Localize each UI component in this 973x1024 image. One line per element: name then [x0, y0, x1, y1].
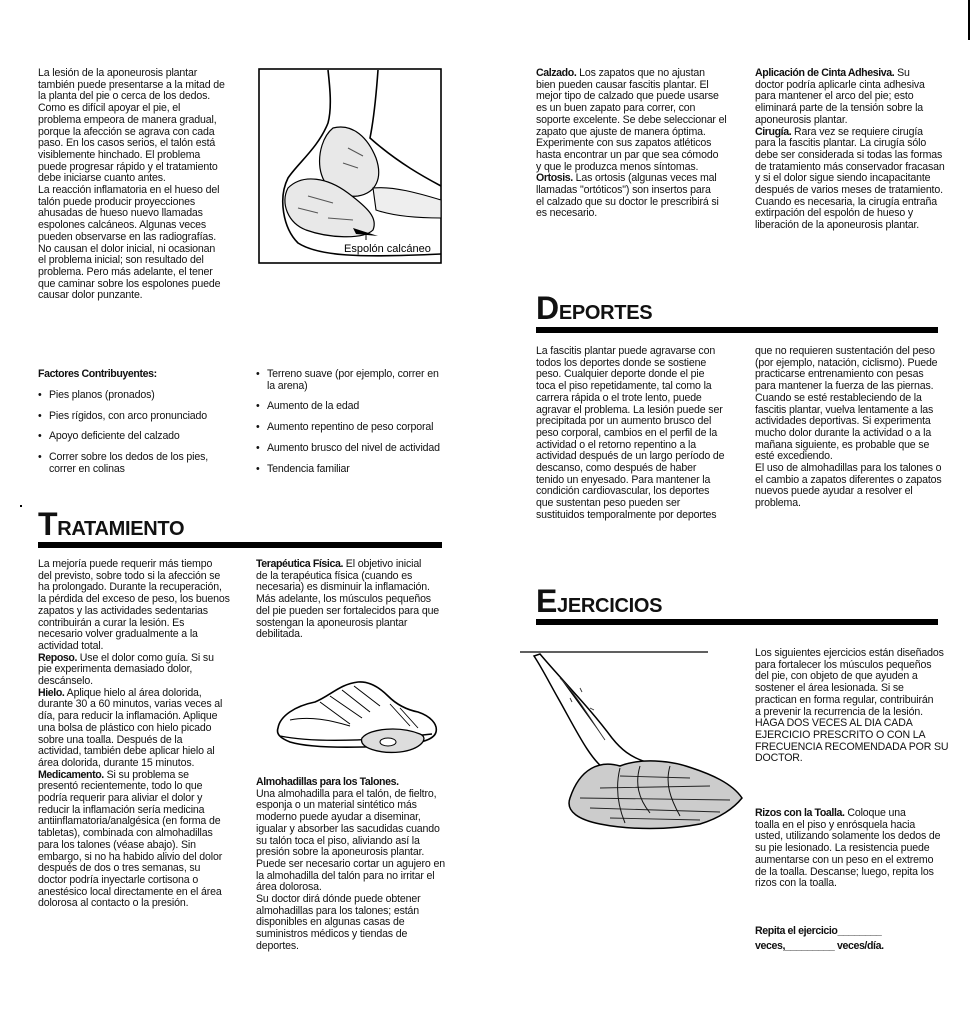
reposo-label: Reposo.	[38, 651, 77, 664]
terapeutica-label: Terapéutica Física.	[256, 558, 343, 570]
ejercicios-rule	[536, 619, 938, 625]
reposo-text: Use el dolor como guía. Si su pie experimenta demasiado dolor, descánselo.	[38, 651, 214, 688]
cirugia-text: Rara vez se requiere cirugía para la fascitis plantar. La cirugía sólo debe ser considerada si todas las formas de tratamiento más conservador fracasan y si el dolor sigue siendo incapacitante después de varios meses de tratamiento. Cuando es necesaria, la cirugía entraña extirpación del espolón de hueso y liberación de la aponeurosis plantar.	[755, 125, 945, 232]
rizos-block	[755, 808, 967, 890]
factores-list-right	[256, 369, 456, 484]
heading-rest: JERCICIOS	[557, 595, 663, 617]
calzado-label: Calzado.	[536, 67, 577, 79]
cinta-text: Su doctor podría aplicarle cinta adhesiva para mantener el arco del pie; esto eliminará parte de la tensión sobre la aponeurosis plantar.	[755, 67, 925, 126]
cirugia-label: Cirugía.	[755, 125, 792, 138]
ortosis-text: Las ortosis (algunas veces mal llamadas "ortóticos") son insertos para el calzado que su doctor le prescribirá si es necesario.	[536, 172, 719, 220]
calzado-block	[536, 68, 746, 220]
rizos-text: Coloque una toalla en el piso y enrósquela hacia usted, utilizando solamente los dedos de su pie lesionado. La resistencia puede aumentarse con un peso en el extremo de la toalla. Descanse; luego, repita los rizos con la toalla.	[755, 807, 941, 890]
list-item: • Aumento de la edad	[256, 401, 456, 413]
intro-paragraph: La lesión de la aponeurosis plantar también puede presentarse a la mitad de la planta del pie o cerca de los dedos. Como es difícil apoyar el pie, el problema empeora de manera gradual, porque la afección se agrava con cada paso. En los casos serios, el talón está visiblemente hinchado. El problema puede progresar rápido y el tratamiento debe iniciarse cuanto antes. La reacción inflamatoria en el hueso del talón puede producir proyecciones ahusadas de hueso nuevo llamadas espolones calcáneos. Algunas veces pueden observarse en las radiografías. No causan el dolor inicial, ni ocasionan el problema inicial; son resultado del problema. Pero más adelante, el tener que caminar sobre los espolones puede causar dolor punzante.	[38, 67, 225, 302]
towel-curl-icon	[520, 648, 746, 832]
medicamento-label: Medicamento.	[38, 768, 104, 781]
heel-spur-label: Espolón calcáneo	[344, 243, 431, 255]
factores-list-left	[38, 390, 253, 485]
hielo-text: Aplique hielo al área dolorida, durante 30 a 60 minutos, varias veces al día, para reducir la inflamación. Aplique una bolsa de plástico con hielo picado sobre una toalla. Después de la actividad, también debe aplicar hielo al área dolorida, durante 15 minutos.	[38, 686, 223, 769]
repita-line1: Repita el ejercicio________	[755, 925, 882, 937]
heel-spur-illustration	[258, 68, 442, 264]
deportes-text-right: que no requieren sustentación del peso (por ejemplo, natación, ciclismo). Puede practicarse entrenamiento con pesas para mantener la fuerza de las piernas. Cuando se esté restableciendo de la fascitis plantar, vuelva lentamente a las actividades deportivas. Si experimenta mucho dolor durante la actividad o a la mañana siguiente, es probable que se esté excediendo. El uso de almohadillas para los talones o el cambio a zapatos diferentes o zapatos nuevos puede ayudar a resolver el problema.	[755, 345, 942, 510]
almohadillas-text: Una almohadilla para el talón, de fieltro, esponja o un material sintético más moderno puede ayudar a diseminar, igualar y absorber las sacudidas cuando su talón toca el piso, aliviando así la presión sobre la aponeurosis plantar. Puede ser necesario cortar un agujero en la almohadilla del talón para no irritar el área dolorosa. Su doctor dirá dónde puede obtener almohadillas para los talones; están disponibles en algunas casas de suministros médicos y tiendas de deportes.	[256, 787, 445, 952]
rizos-label: Rizos con la Toalla.	[755, 807, 845, 819]
terapeutica-text: El objetivo inicial de la terapéutica física (cuando es necesaria) es disminuir la inflamación. Más adelante, los músculos pequeños del pie pueden ser fortalecidos para que sostengan la aponeurosis plantar debilitada.	[256, 558, 440, 641]
tratamiento-intro: La mejoría puede requerir más tiempo del previsto, sobre todo si la afección se ha prolongado. Durante la recuperación, la pérdida del exceso de peso, los buenos zapatos y las actividades sedentarias contribuirán a curar la lesión. Es necesario volver gradualmente a la actividad total.	[38, 558, 230, 652]
scan-edge-mark	[968, 0, 970, 40]
list-item: • Tendencia familiar	[256, 464, 456, 476]
almohadillas-block	[256, 777, 451, 953]
ejercicios-heading	[536, 583, 662, 620]
deportes-rule	[536, 327, 938, 333]
medicamento-text: Si su problema se presentó recientemente, todo lo que podría requerir para aliviar el dolor y reducir la inflamación sería medicina antiinflamatoria/analgésica (en forma de tabletas), combinada con almohadillas para los talones (véase abajo). Sin embargo, si no ha habido alivio del dolor después de dos o tres semanas, su doctor podría inyectarle cortisona o anestésico local directamente en el área dolorosa al contacto o la presión.	[38, 768, 223, 910]
tratamiento-rule	[38, 542, 442, 548]
cinta-cirugia-block	[755, 68, 965, 232]
calzado-text: Los zapatos que no ajustan bien pueden causar fascitis plantar. El mejor tipo de calzado que puede usarse es un buen zapato para correr, con soporte excelente. Se debe seleccionar el zapato que ajuste de manera óptima. Experimente con sus zapatos atléticos hasta encontrar un par que sea cómodo y que le produzca menos síntomas.	[536, 67, 727, 173]
hielo-label: Hielo.	[38, 686, 65, 699]
heading-initial: T	[38, 506, 58, 542]
heading-rest: EPORTES	[558, 302, 653, 324]
heading-rest: RATAMIENTO	[57, 518, 185, 540]
towel-exercise-illustration	[520, 648, 746, 832]
deportes-text-left: La fascitis plantar puede agravarse con todos los deportes donde se sostiene peso. Cualquier deporte donde el pie toca el piso repetidamente, tal como la carrera rápida o el trote lento, puede agravar el problema. La lesión puede ser precipitada por un aumento brusco del peso corporal, cambios en el perfil de la actividad o el retorno repentino a la actividad después de un largo período de descanso, como después de haber tenido un enyesado. Para mantener la condición cardiovascular, los deportes que sustentan peso pueden ser sustituidos temporalmente por deportes	[536, 345, 725, 521]
tratamiento-heading	[38, 506, 184, 543]
scan-dot	[20, 505, 22, 507]
list-item: • Apoyo deficiente del calzado	[38, 431, 253, 443]
list-item: • Pies planos (pronados)	[38, 390, 253, 402]
list-item: • Correr sobre los dedos de los pies, correr en colinas	[38, 452, 253, 475]
shoe-icon	[270, 676, 450, 758]
list-item: • Aumento repentino de peso corporal	[256, 422, 456, 434]
cinta-label: Aplicación de Cinta Adhesiva.	[755, 67, 895, 79]
almohadillas-label: Almohadillas para los Talones.	[256, 776, 399, 788]
list-item: • Pies rígidos, con arco pronunciado	[38, 411, 253, 423]
ortosis-label: Ortosis.	[536, 172, 573, 185]
list-item: • Terreno suave (por ejemplo, correr en la arena)	[256, 369, 456, 392]
heading-initial: D	[536, 290, 559, 326]
terapeutica-block	[256, 559, 451, 641]
tratamiento-column-left	[38, 559, 238, 910]
repita-block	[755, 924, 967, 954]
heel-spur-figure	[258, 68, 442, 264]
repita-line2: veces,_________ veces/día.	[755, 940, 884, 952]
shoe-illustration	[270, 676, 450, 758]
ejercicios-intro: Los siguientes ejercicios están diseñados para fortalecer los músculos pequeños del pie, con objeto de que ayuden a sostener el área lesionada. Si se practican en forma regular, contribuirán a prevenir la recurrencia de la lesión. HAGA DOS VECES AL DIA CADA EJERCICIO PRESCRITO O CON LA FRECUENCIA RECOMENDADA POR SU DOCTOR.	[755, 647, 949, 765]
factores-title: Factores Contribuyentes:	[38, 368, 157, 380]
heading-initial: E	[536, 583, 558, 619]
list-item: • Aumento brusco del nivel de actividad	[256, 443, 456, 455]
deportes-heading	[536, 290, 652, 327]
